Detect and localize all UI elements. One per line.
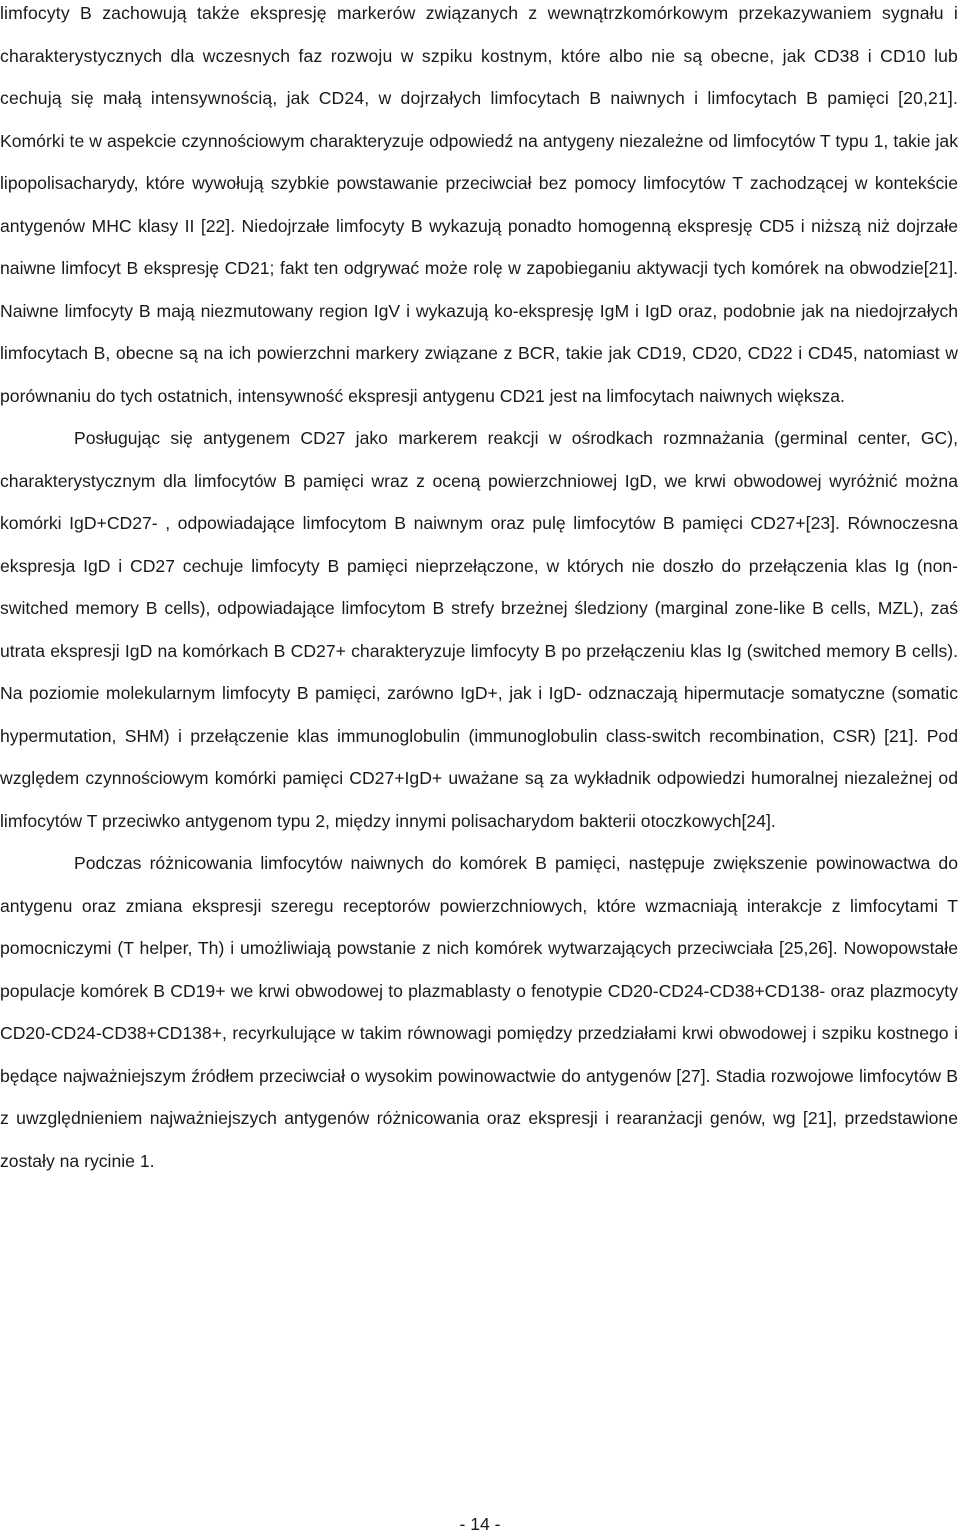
paragraph-3-run-1: Podczas różnicowania limfocytów naiwnych do komórek B pamięci, następuje zwiększenie powinowactwa do antygenu oraz zmiana ekspresji szeregu receptorów powierzchniowych, które wzmacniają interakcje z limfocytami T pomocniczymi (T helper, Th) i umożliwiają powstanie z nich komórek wytwarzających przeciwciała [25,26]. Nowopowstałe populacje komórek B CD19+ we krwi obwodowej to plazmablasty o fenotypie CD20-CD24-CD38+CD138- oraz plazmocyty CD20-CD24-CD38+CD138+, recyrkulujące w takim równowagi pomiędzy przedziałami krwi obwodowej i szpiku kostnego i będące najważniejszym źródłem przeciwciał o wysokim powinowactwie do antygenów [27]. Stadia rozwojowe limfocytów B z uwzględnieniem najważniejszych antygenów różnicowania oraz ekspresji i rearanżacji genów, wg [21], przedstawione zostały na rycinie 1. [0, 853, 958, 1171]
paragraph-1-run-2: Komórki te w aspekcie czynnościowym charakteryzuje odpowiedź na antygeny niezależne od limfocytów T typu 1, takie jak lipopolisacharydy, które wywołują szybkie powstawanie przeciwciał bez pomocy limfocytów T zachodzącej w kontekście antygenów MHC klasy II [22]. Niedojrzałe limfocyty B wykazują ponadto homogenną ekspresję CD5 i niższą niż dojrzałe naiwne limfocyt B ekspresję CD21; fakt ten odgrywać może rolę w zapobieganiu aktywacji tych komórek na obwodzie[21]. Naiwne limfocyty B mają niezmutowany region IgV i wykazują ko-ekspresję IgM i IgD oraz, podobnie jak na niedojrzałych limfocytach B, obecne są na ich powierzchni markery związane z BCR, takie jak CD19, CD20, CD22 i CD45, natomiast w porównaniu do tych ostatnich, intensywność ekspresji antygenu CD21 jest na limfocytach naiwnych większa. [0, 130, 958, 406]
paragraph-1 [0, 0, 958, 417]
paragraph-1-run-1: limfocyty B zachowują także ekspresję markerów związanych z wewnątrzkomórkowym przekazywaniem sygnału i charakterystycznych dla wczesnych faz rozwoju w szpiku kostnym, które albo nie są obecne, jak CD38 i CD10 lub cechują się małą intensywnością, jak CD24, w dojrzałych limfocytach B naiwnych i limfocytach B pamięci [20,21]. [0, 3, 958, 108]
paragraph-2-run-1: Posługując się antygenem CD27 jako markerem reakcji w ośrodkach rozmnażania (germinal center, GC), charakterystycznym dla limfocytów B pamięci wraz z oceną powierzchniowej IgD, we krwi obwodowej wyróżnić można komórki IgD+CD27- , odpowiadające limfocytom B naiwnym oraz pulę limfocytów B pamięci CD27+[23]. Równoczesna ekspresja IgD i CD27 cechuje limfocyty B pamięci nieprzełączone, w których nie doszło do przełączenia klas Ig (non-switched memory B cells), odpowiadające limfocytom B strefy brzeżnej śledziony (marginal zone-like B cells, MZL), zaś utrata ekspresji IgD na komórkach B CD27+ charakteryzuje limfocyty B po przełączeniu klas Ig (switched memory B cells). Na poziomie molekularnym limfocyty B pamięci, zarówno IgD+, jak i IgD- odznaczają hipermutacje somatyczne (somatic hypermutation, SHM) i przełączenie klas immunoglobulin (immunoglobulin class-switch recombination, CSR) [21]. Pod względem czynnościowym komórki pamięci CD27+IgD+ uważane są za wykładnik odpowiedzi humoralnej niezależnej od limfocytów T przeciwko antygenom typu 2, między innymi polisacharydom bakterii otoczkowych[24]. [0, 428, 958, 831]
paragraph-2 [0, 417, 958, 842]
page-number: - 14 - [459, 1514, 501, 1534]
paragraph-3 [0, 842, 958, 1182]
